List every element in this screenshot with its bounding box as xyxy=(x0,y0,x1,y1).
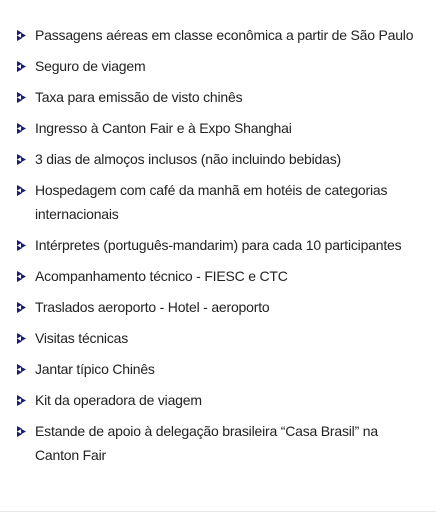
double-chevron-right-icon xyxy=(17,85,35,109)
list-item-text: Jantar típico Chinês xyxy=(35,361,155,377)
list-item-text: Hospedagem com café da manhã em hotéis de categorias internacionais xyxy=(35,182,388,222)
list-item xyxy=(17,357,422,381)
list-item xyxy=(17,264,422,288)
list-item xyxy=(17,419,422,467)
double-chevron-right-icon xyxy=(17,147,35,171)
list-item-text: Kit da operadora de viagem xyxy=(35,392,202,408)
double-chevron-right-icon xyxy=(17,295,35,319)
list-item xyxy=(17,54,422,78)
double-chevron-right-icon xyxy=(17,357,35,381)
list-item-text: Traslados aeroporto - Hotel - aeroporto xyxy=(35,299,270,315)
list-item xyxy=(17,178,422,226)
inclusions-list xyxy=(17,23,422,474)
double-chevron-right-icon xyxy=(17,264,35,288)
list-item-text: Ingresso à Canton Fair e à Expo Shanghai xyxy=(35,120,292,136)
list-item xyxy=(17,116,422,140)
double-chevron-right-icon xyxy=(17,116,35,140)
list-item xyxy=(17,326,422,350)
list-item xyxy=(17,85,422,109)
list-item-text: Seguro de viagem xyxy=(35,58,146,74)
double-chevron-right-icon xyxy=(17,54,35,78)
list-item xyxy=(17,388,422,412)
list-item-text: Taxa para emissão de visto chinês xyxy=(35,89,243,105)
list-item-text: Visitas técnicas xyxy=(35,330,129,346)
list-item-text: Intérpretes (português-mandarim) para cada 10 participantes xyxy=(35,237,402,253)
list-item-text: Acompanhamento técnico - FIESC e CTC xyxy=(35,268,288,284)
list-item xyxy=(17,295,422,319)
list-item xyxy=(17,147,422,171)
double-chevron-right-icon xyxy=(17,178,35,202)
double-chevron-right-icon xyxy=(17,388,35,412)
double-chevron-right-icon xyxy=(17,326,35,350)
list-item xyxy=(17,233,422,257)
double-chevron-right-icon xyxy=(17,233,35,257)
list-item-text: Estande de apoio à delegação brasileira “Casa Brasil” na Canton Fair xyxy=(35,423,378,463)
double-chevron-right-icon xyxy=(17,419,35,443)
double-chevron-right-icon xyxy=(17,23,35,47)
divider xyxy=(0,511,436,512)
list-item xyxy=(17,23,422,47)
list-item-text: Passagens aéreas em classe econômica a partir de São Paulo xyxy=(35,27,414,43)
list-item-text: 3 dias de almoços inclusos (não incluindo bebidas) xyxy=(35,151,341,167)
